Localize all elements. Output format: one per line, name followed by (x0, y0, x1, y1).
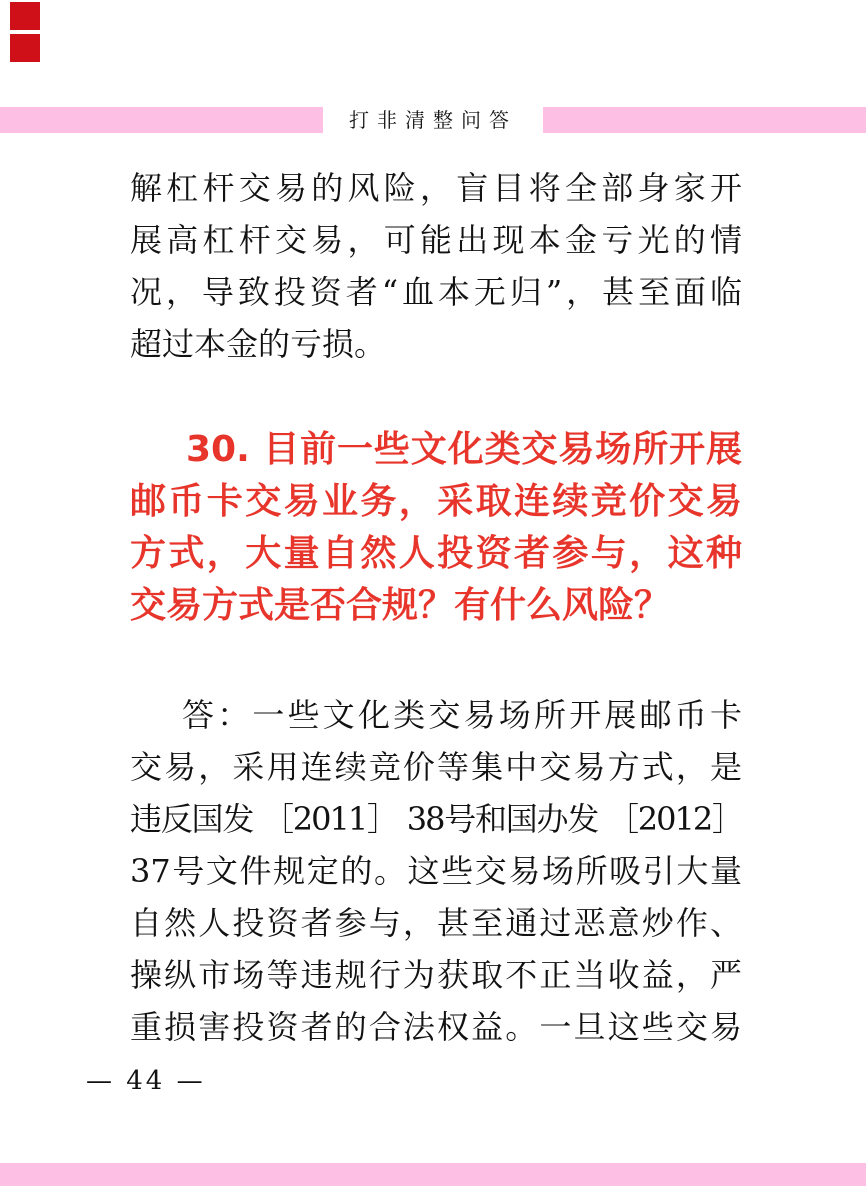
text-line: 邮币卡交易业务，采取连续竞价交易 (130, 481, 742, 522)
text-line: 违反国发 ［2011］ 38号和国办发 ［2012］ (130, 800, 742, 838)
answer-paragraph (130, 689, 742, 1053)
text-line: 交易方式是否合规？有什么风险？ (130, 585, 671, 626)
page-header-title: 打非清整问答 (323, 103, 543, 137)
bottom-band (0, 1163, 866, 1186)
text-line: 重损害投资者的合法权益。一旦这些交易 (130, 1008, 742, 1046)
red-corner-mark-bottom (10, 34, 40, 62)
text-line: 超过本金的亏损。 (130, 325, 387, 363)
text-column (130, 162, 742, 1053)
text-line: 况，导致投资者“血本无归”，甚至面临 (130, 273, 742, 311)
header-band (0, 107, 866, 133)
text-line: 展高杠杆交易，可能出现本金亏光的情 (130, 221, 742, 259)
text-line: 解杠杆交易的风险，盲目将全部身家开 (130, 169, 742, 207)
question-30-heading (130, 424, 742, 632)
text-line: 答：一些文化类交易场所开展邮币卡 (182, 696, 742, 734)
page-number: — 44 — (86, 1066, 206, 1096)
text-line: 37号文件规定的。这些交易场所吸引大量 (130, 852, 742, 890)
text-line: 30. 目前一些文化类交易场所开展 (186, 429, 742, 470)
text-line: 交易，采用连续竞价等集中交易方式，是 (130, 748, 742, 786)
carryover-paragraph (130, 162, 742, 370)
red-corner-mark-top (10, 2, 40, 30)
text-line: 自然人投资者参与，甚至通过恶意炒作、 (130, 904, 742, 942)
text-line: 方式，大量自然人投资者参与，这种 (130, 533, 742, 574)
text-line: 操纵市场等违规行为获取不正当收益，严 (130, 956, 742, 994)
